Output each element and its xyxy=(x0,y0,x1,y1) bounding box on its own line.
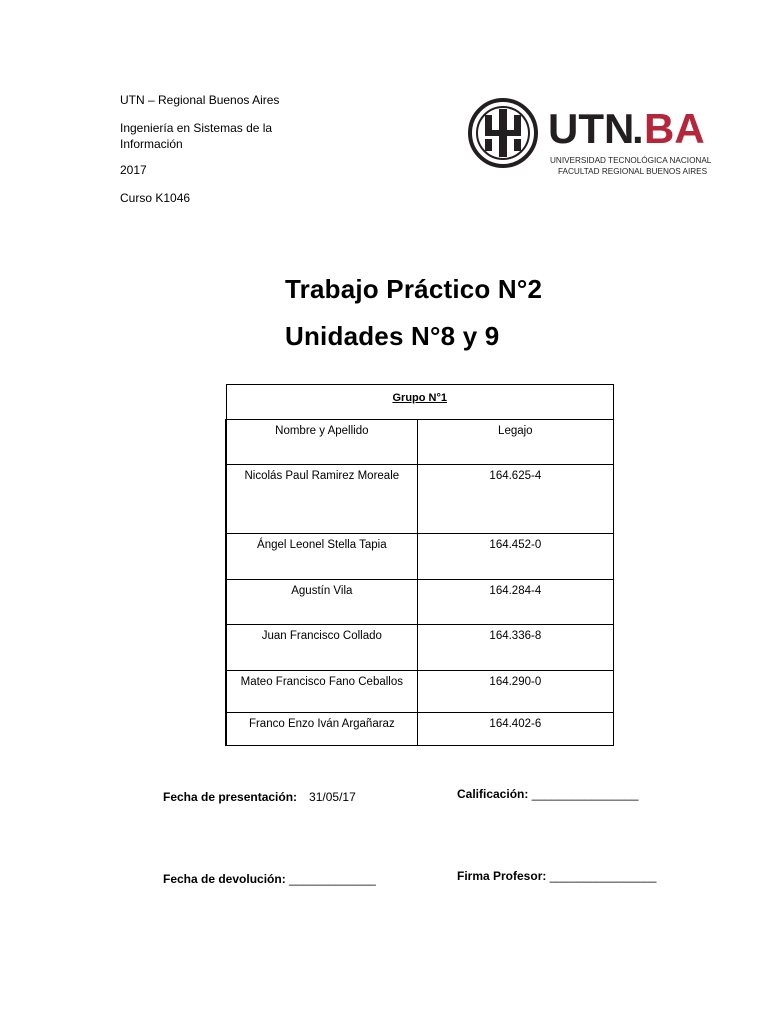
header-info xyxy=(120,92,320,218)
grade-blank: ________________ xyxy=(531,787,639,801)
university-name: UTN – Regional Buenos Aires xyxy=(120,93,280,107)
student-legajo: 164.452-0 xyxy=(417,534,613,580)
group-title: Grupo N°1 xyxy=(392,392,447,404)
table-row xyxy=(226,671,614,713)
column-header-legajo: Legajo xyxy=(417,420,613,465)
group-table xyxy=(225,384,614,746)
logo-wordmark-utn: UTN xyxy=(548,105,635,152)
logo-wordmark-dot: . xyxy=(632,105,644,152)
student-name: Juan Francisco Collado xyxy=(226,625,417,671)
student-name: Nicolás Paul Ramirez Moreale xyxy=(226,465,417,534)
column-header-name: Nombre y Apellido xyxy=(226,420,417,465)
year: 2017 xyxy=(120,163,147,177)
student-name: Mateo Francisco Fano Ceballos xyxy=(226,671,417,713)
presentation-date-label: Fecha de presentación: xyxy=(163,790,298,804)
document-title: Trabajo Práctico N°2 xyxy=(285,274,543,304)
table-row xyxy=(226,580,614,625)
return-date-field xyxy=(163,872,376,886)
group-title-cell xyxy=(226,385,614,420)
presentation-date xyxy=(163,790,356,804)
professor-signature-label: Firma Profesor: xyxy=(457,869,547,883)
logo-wordmark-ba: BA xyxy=(644,105,705,152)
student-legajo: 164.290-0 xyxy=(417,671,613,713)
student-name: Agustín Vila xyxy=(226,580,417,625)
table-row xyxy=(226,534,614,580)
utn-ba-logo xyxy=(468,97,728,177)
grade-field xyxy=(457,787,638,801)
table-row xyxy=(226,465,614,534)
document-subtitle: Unidades N°8 y 9 xyxy=(285,321,500,351)
column-header-row xyxy=(226,420,614,465)
student-name: Ángel Leonel Stella Tapia xyxy=(226,534,417,580)
group-header-row xyxy=(226,385,614,420)
logo-subtitle-line2: FACULTAD REGIONAL BUENOS AIRES xyxy=(558,167,708,176)
student-legajo: 164.625-4 xyxy=(417,465,613,534)
student-legajo: 164.402-6 xyxy=(417,713,613,746)
table-row xyxy=(226,713,614,746)
table-row xyxy=(226,625,614,671)
return-date-blank: _____________ xyxy=(289,872,376,886)
course-code: Curso K1046 xyxy=(120,191,191,205)
career-name: Ingeniería en Sistemas de la Información xyxy=(120,121,273,151)
student-name: Franco Enzo Iván Argañaraz xyxy=(226,713,417,746)
utn-emblem-icon xyxy=(470,100,536,166)
presentation-date-value: 31/05/17 xyxy=(309,790,356,804)
grade-label: Calificación: xyxy=(457,787,529,801)
logo-subtitle-line1: UNIVERSIDAD TECNOLÓGICA NACIONAL xyxy=(550,156,712,165)
professor-signature-blank: ________________ xyxy=(549,869,657,883)
professor-signature-field xyxy=(457,869,656,883)
student-legajo: 164.336-8 xyxy=(417,625,613,671)
return-date-label: Fecha de devolución: xyxy=(163,872,286,886)
student-legajo: 164.284-4 xyxy=(417,580,613,625)
